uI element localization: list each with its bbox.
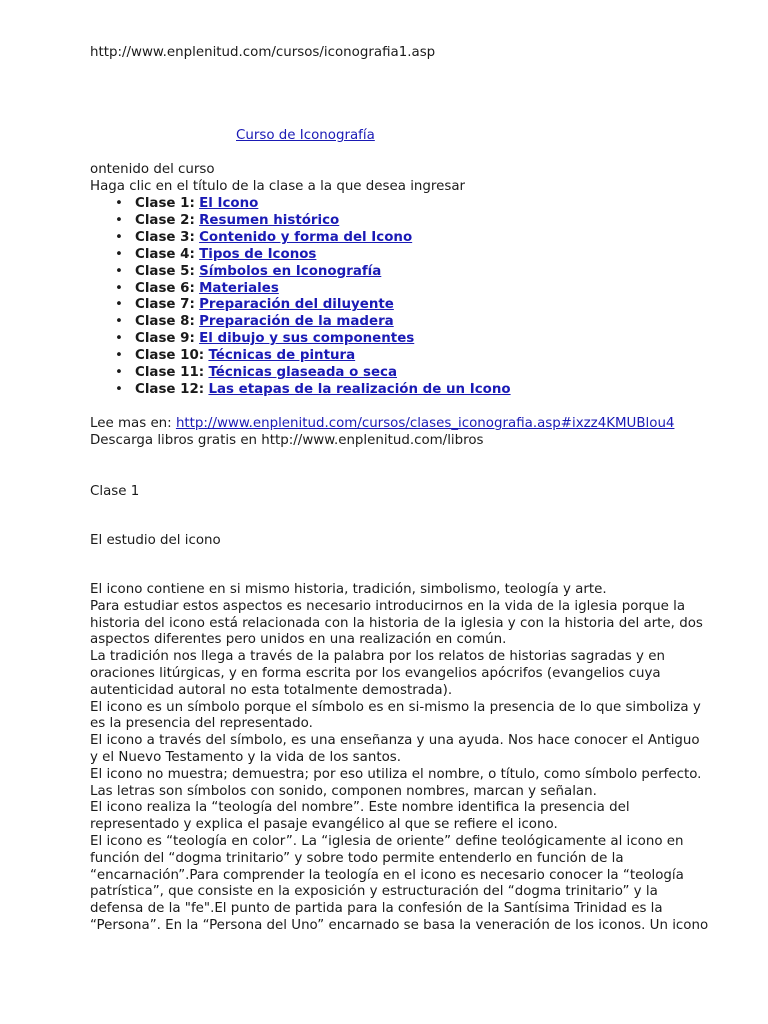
course-title — [236, 128, 375, 145]
bullet-icon: • — [115, 331, 123, 347]
class-link[interactable]: Técnicas glaseada o seca — [208, 365, 398, 381]
class-link[interactable]: Materiales — [199, 280, 279, 296]
class-link[interactable]: Resumen histórico — [199, 212, 340, 228]
class-link[interactable]: Las etapas de la realización de un Icono — [208, 381, 511, 397]
body-line: Las letras son símbolos con sonido, componen nombres, marcan y señalan. — [90, 783, 597, 799]
class-link[interactable]: Preparación del diluyente — [199, 297, 394, 313]
bullet-icon: • — [115, 381, 123, 397]
intro-line-1: ontenido del curso — [90, 162, 215, 177]
class-number: Clase 2: — [135, 212, 195, 228]
body-line: Para estudiar estos aspectos es necesario introducirnos en la vida de la iglesia porque la — [90, 598, 686, 614]
class-list — [90, 196, 511, 399]
body-line: El icono realiza la “teología del nombre”. Este nombre identifica la presencia del — [90, 800, 630, 816]
class-number: Clase 9: — [135, 331, 195, 347]
body-line: aspectos diferentes pero unidos en una realización en común. — [90, 632, 507, 648]
course-title-link[interactable]: Curso de Iconografía — [236, 128, 375, 143]
bullet-icon: • — [115, 196, 123, 211]
bullet-icon: • — [115, 297, 123, 313]
body-line: es la presencia del representado. — [90, 716, 313, 732]
list-item — [90, 230, 511, 247]
list-item — [90, 331, 511, 348]
descarga-line: Descarga libros gratis en http://www.enplenitud.com/libros — [90, 432, 484, 448]
list-item — [90, 348, 511, 365]
body-line: historia del icono está relacionada con la historia de la iglesia y con la historia del arte, dos — [90, 615, 703, 631]
list-item — [90, 365, 511, 382]
class-number: Clase 3: — [135, 229, 195, 245]
class-link[interactable]: Tipos de Iconos — [199, 246, 317, 262]
class-link[interactable]: Contenido y forma del Icono — [199, 229, 413, 245]
body-line: El icono es un símbolo porque el símbolo es en si-mismo la presencia de lo que simboliza y — [90, 699, 701, 715]
bullet-icon: • — [115, 263, 123, 279]
body-line: “encarnación”.Para comprender la teología en el icono es necesario conocer la “teología — [90, 867, 684, 883]
list-item — [90, 196, 511, 213]
body-line: La tradición nos llega a través de la palabra por los relatos de historias sagradas y en — [90, 649, 665, 665]
body-line: función del “dogma trinitario” y sobre todo permite entenderlo en función de la — [90, 850, 624, 866]
body-line: autenticidad autoral no esta totalmente demostrada). — [90, 682, 453, 698]
class-number: Clase 5: — [135, 263, 195, 279]
list-item — [90, 382, 511, 399]
list-item — [90, 314, 511, 331]
list-item — [90, 247, 511, 264]
body-line: El icono contiene en si mismo historia, tradición, simbolismo, teología y arte. — [90, 582, 607, 597]
class-number: Clase 4: — [135, 246, 195, 262]
bullet-icon: • — [115, 365, 123, 381]
lee-mas-link[interactable]: http://www.enplenitud.com/cursos/clases_iconografia.asp#ixzz4KMUBlou4 — [175, 416, 675, 431]
class-number: Clase 11: — [135, 365, 205, 381]
class-number: Clase 10: — [135, 348, 205, 364]
list-item — [90, 297, 511, 314]
bullet-icon: • — [115, 314, 123, 330]
lee-mas-label: Lee mas en: — [90, 416, 176, 431]
body-text — [90, 582, 740, 935]
lee-mas-line — [90, 416, 674, 433]
class-number: Clase 12: — [135, 381, 205, 397]
bullet-icon: • — [115, 229, 123, 245]
more-info-block — [90, 416, 674, 450]
clase-heading: Clase 1 — [90, 484, 140, 499]
bullet-icon: • — [115, 246, 123, 262]
class-number: Clase 8: — [135, 314, 195, 330]
body-line: oraciones litúrgicas, y en forma escrita por los evangelios apócrifos (evangelios cuya — [90, 665, 661, 681]
body-line: El icono es “teología en color”. La “iglesia de oriente” define teológicamente al icono en — [90, 833, 684, 849]
body-line: “Persona”. En la “Persona del Uno” encarnado se basa la veneración de los iconos. Un icono — [90, 917, 709, 933]
body-line: El icono no muestra; demuestra; por eso utiliza el nombre, o título, como símbolo perfecto. — [90, 766, 702, 782]
class-link[interactable]: El Icono — [199, 196, 259, 211]
class-link[interactable]: Preparación de la madera — [199, 314, 394, 330]
intro-line-2: Haga clic en el título de la clase a la que desea ingresar — [90, 178, 466, 194]
class-number: Clase 7: — [135, 297, 195, 313]
body-line: y el Nuevo Testamento y la vida de los santos. — [90, 749, 402, 765]
body-line: defensa de la "fe".El punto de partida para la confesión de la Santísima Trinidad es la — [90, 901, 663, 917]
class-link[interactable]: Símbolos en Iconografía — [199, 263, 382, 279]
class-link[interactable]: El dibujo y sus componentes — [199, 331, 415, 347]
intro-block — [90, 162, 465, 196]
class-link[interactable]: Técnicas de pintura — [208, 348, 356, 364]
list-item — [90, 281, 511, 298]
bullet-icon: • — [115, 212, 123, 228]
class-number: Clase 6: — [135, 280, 195, 296]
list-item — [90, 264, 511, 281]
bullet-icon: • — [115, 280, 123, 296]
source-url: http://www.enplenitud.com/cursos/iconografia1.asp — [90, 45, 436, 60]
study-heading: El estudio del icono — [90, 533, 221, 548]
body-line: El icono a través del símbolo, es una enseñanza y una ayuda. Nos hace conocer el Antiguo — [90, 733, 700, 749]
body-line: representado y explica el pasaje evangélico al que se refiere el icono. — [90, 817, 558, 833]
class-number: Clase 1: — [135, 196, 195, 211]
body-line: patrística”, que consiste en la exposición y estructuración del “dogma trinitario” y la — [90, 884, 658, 900]
bullet-icon: • — [115, 348, 123, 364]
list-item — [90, 213, 511, 230]
